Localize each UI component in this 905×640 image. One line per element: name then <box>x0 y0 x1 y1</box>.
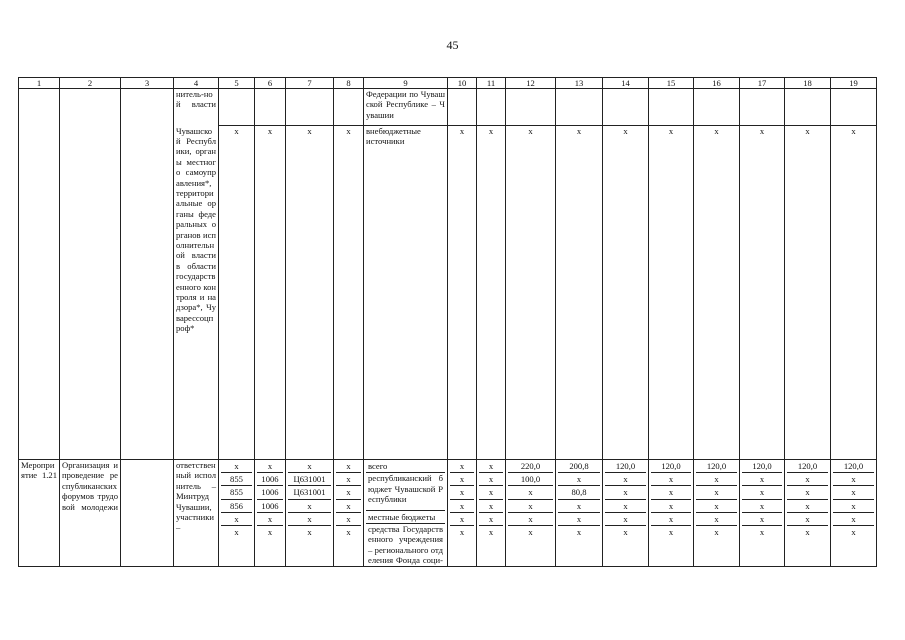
event-row <box>19 460 877 567</box>
value-column <box>477 460 506 567</box>
header-cell: 5 <box>219 78 255 89</box>
value-cell: x <box>833 486 874 499</box>
header-cell: 10 <box>448 78 477 89</box>
table-cell <box>19 89 60 460</box>
value-cell: x <box>787 500 828 513</box>
value-cell: x <box>742 486 782 499</box>
value-cell: 100,0 <box>508 473 553 486</box>
code-cell: x <box>221 460 252 473</box>
table-cell <box>60 89 121 460</box>
value-cell: x <box>651 500 691 513</box>
value-cell: x <box>450 460 474 473</box>
table-cell <box>556 89 603 126</box>
value-cell: x <box>558 513 600 526</box>
header-cell: 17 <box>740 78 785 89</box>
code-cell: Ц631001 <box>288 473 331 486</box>
value-cell: x <box>558 473 600 486</box>
value-column <box>694 460 740 567</box>
code-cell: x <box>221 513 252 526</box>
value-cell: x <box>787 486 828 499</box>
code-cell: x <box>346 526 351 537</box>
table-cell <box>286 89 334 126</box>
code-column-6 <box>255 460 286 567</box>
code-cell: 856 <box>221 500 252 513</box>
value-cell: x <box>479 460 503 473</box>
source-cell: Федерации по Чувашской Республике – Чувашии <box>364 89 448 126</box>
table-cell: x <box>603 126 649 460</box>
value-cell: x <box>696 486 737 499</box>
header-cell: 6 <box>255 78 286 89</box>
table-cell: x <box>219 126 255 460</box>
header-cell: 7 <box>286 78 334 89</box>
value-cell: x <box>742 500 782 513</box>
source-cell: средства Государственного учреждения – регионального отделения Фонда соци- <box>368 523 443 566</box>
event-title-cell: Организация и проведение республиканских форумов трудовой молодежи <box>60 460 121 567</box>
code-cell: 855 <box>221 486 252 499</box>
value-column <box>785 460 831 567</box>
value-column <box>603 460 649 567</box>
value-cell: x <box>605 486 646 499</box>
code-cell: x <box>336 460 361 473</box>
code-cell: x <box>288 513 331 526</box>
table-cell: x <box>477 126 506 460</box>
header-cell: 13 <box>556 78 603 89</box>
code-cell: 1006 <box>257 500 283 513</box>
header-cell: 15 <box>649 78 694 89</box>
header-cell: 11 <box>477 78 506 89</box>
value-column <box>556 460 603 567</box>
value-cell: 80,8 <box>558 486 600 499</box>
value-cell: x <box>479 473 503 486</box>
table-cell <box>255 89 286 126</box>
value-cell: x <box>851 526 856 537</box>
executor-cell: ответственный исполнитель – Минтруд Чувашии, участники – <box>174 460 219 567</box>
code-cell: x <box>234 526 239 537</box>
table-cell <box>477 89 506 126</box>
value-column <box>649 460 694 567</box>
code-cell: Ц631001 <box>288 486 331 499</box>
header-cell: 12 <box>506 78 556 89</box>
value-column <box>448 460 477 567</box>
source-cell: местные бюджеты <box>366 510 445 524</box>
value-column <box>831 460 877 567</box>
value-cell: 120,0 <box>605 460 646 473</box>
table-cell <box>785 89 831 126</box>
table-cell: x <box>286 126 334 460</box>
value-cell: x <box>488 526 494 537</box>
executor-cell: Чувашской Республики, органы местного самоуправления*, территориальные органы федеральных органов исполнительной власти в области государственного контроля и надзора*, Чуварессоцпроф* <box>174 126 219 460</box>
table-cell <box>334 89 364 126</box>
source-cell: республиканский бюджет Чувашской Республики <box>368 473 443 504</box>
table-row <box>19 89 877 126</box>
value-cell: x <box>759 526 765 537</box>
table-cell: x <box>740 126 785 460</box>
value-cell: x <box>605 473 646 486</box>
header-cell: 9 <box>364 78 448 89</box>
code-cell: x <box>257 513 283 526</box>
value-cell: x <box>450 500 474 513</box>
table-cell <box>694 89 740 126</box>
source-cell: внебюджетные источники <box>364 126 448 460</box>
value-cell: 120,0 <box>696 460 737 473</box>
value-cell: x <box>508 500 553 513</box>
code-cell: x <box>288 500 331 513</box>
value-cell: x <box>508 513 553 526</box>
code-cell: 855 <box>221 473 252 486</box>
header-cell: 18 <box>785 78 831 89</box>
value-cell: x <box>651 513 691 526</box>
table-cell <box>121 460 174 567</box>
code-cell: 1006 <box>257 486 283 499</box>
value-cell: x <box>651 473 691 486</box>
source-column <box>364 460 448 567</box>
table-cell: x <box>448 126 477 460</box>
table-cell: x <box>785 126 831 460</box>
code-column-5 <box>219 460 255 567</box>
header-cell: 19 <box>831 78 877 89</box>
value-column <box>506 460 556 567</box>
value-cell: x <box>479 500 503 513</box>
value-cell: x <box>833 473 874 486</box>
header-cell: 1 <box>19 78 60 89</box>
code-cell: 1006 <box>257 473 283 486</box>
value-cell: x <box>605 500 646 513</box>
header-cell: 2 <box>60 78 121 89</box>
value-cell: x <box>742 513 782 526</box>
table-cell: x <box>334 126 364 460</box>
value-cell: 220,0 <box>508 460 553 473</box>
table-cell <box>740 89 785 126</box>
value-cell: x <box>528 526 533 537</box>
value-cell: x <box>787 513 828 526</box>
executor-cell: нитель-ной власти <box>174 89 219 126</box>
table-cell <box>649 89 694 126</box>
source-cell: всего <box>366 460 445 473</box>
value-cell: x <box>787 473 828 486</box>
value-column <box>740 460 785 567</box>
code-cell: x <box>336 500 361 513</box>
header-cell: 16 <box>694 78 740 89</box>
code-column-7 <box>286 460 334 567</box>
value-cell: x <box>651 486 691 499</box>
value-cell: 120,0 <box>651 460 691 473</box>
value-cell: x <box>605 513 646 526</box>
value-cell: x <box>450 486 474 499</box>
table-cell: x <box>831 126 877 460</box>
event-number-cell: Мероприятие 1.21 <box>19 460 60 567</box>
value-cell: x <box>450 473 474 486</box>
table-cell <box>448 89 477 126</box>
code-column-8 <box>334 460 364 567</box>
value-cell: x <box>696 513 737 526</box>
header-cell: 14 <box>603 78 649 89</box>
header-cell: 8 <box>334 78 364 89</box>
value-cell: 120,0 <box>833 460 874 473</box>
table-cell <box>603 89 649 126</box>
code-cell: x <box>257 460 283 473</box>
table-cell: x <box>649 126 694 460</box>
value-cell: x <box>668 526 674 537</box>
code-cell: x <box>288 460 331 473</box>
code-cell: x <box>336 513 361 526</box>
value-cell: 120,0 <box>742 460 782 473</box>
table-cell <box>219 89 255 126</box>
value-cell: x <box>696 500 737 513</box>
table-cell <box>121 89 174 460</box>
header-row <box>19 78 877 89</box>
value-cell: x <box>479 486 503 499</box>
value-cell: x <box>450 513 474 526</box>
code-cell: x <box>336 473 361 486</box>
budget-table <box>18 77 877 567</box>
value-cell: x <box>833 500 874 513</box>
table-cell <box>831 89 877 126</box>
value-cell: x <box>714 526 719 537</box>
table-cell: x <box>556 126 603 460</box>
value-cell: 200,8 <box>558 460 600 473</box>
table-cell: x <box>506 126 556 460</box>
value-cell: x <box>508 486 553 499</box>
code-cell: x <box>336 486 361 499</box>
value-cell: x <box>479 513 503 526</box>
code-cell: x <box>267 526 273 537</box>
value-cell: x <box>558 500 600 513</box>
value-cell: x <box>459 526 465 537</box>
table-cell <box>506 89 556 126</box>
value-cell: 120,0 <box>787 460 828 473</box>
table-cell: x <box>694 126 740 460</box>
value-cell: x <box>833 513 874 526</box>
value-cell: x <box>623 526 628 537</box>
table-cell: x <box>255 126 286 460</box>
page-number: 45 <box>446 38 459 52</box>
value-cell: x <box>696 473 737 486</box>
value-cell: x <box>576 526 582 537</box>
value-cell: x <box>805 526 810 537</box>
header-cell: 3 <box>121 78 174 89</box>
header-cell: 4 <box>174 78 219 89</box>
code-cell: x <box>307 526 312 537</box>
value-cell: x <box>742 473 782 486</box>
